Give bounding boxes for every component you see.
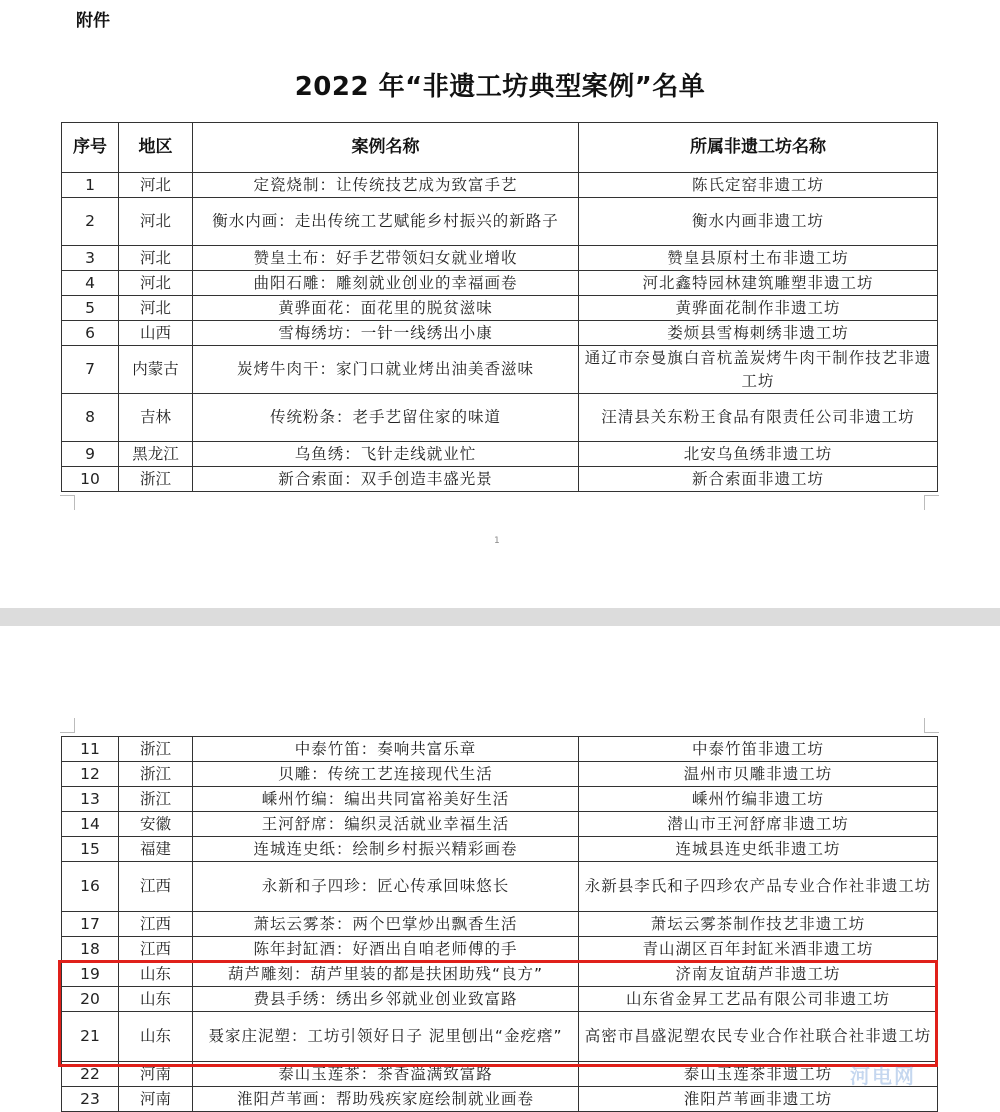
row-region: 浙江 (119, 467, 193, 492)
table-row (62, 987, 938, 1012)
row-number: 15 (62, 837, 119, 862)
row-region: 黑龙江 (119, 442, 193, 467)
table-header-row (62, 123, 938, 173)
row-number: 2 (62, 198, 119, 246)
row-workshop-name: 黄骅面花制作非遗工坊 (579, 296, 938, 321)
table-row (62, 862, 938, 912)
row-workshop-name: 北安乌鱼绣非遗工坊 (579, 442, 938, 467)
row-number: 4 (62, 271, 119, 296)
table-row (62, 394, 938, 442)
row-region: 浙江 (119, 737, 193, 762)
row-workshop-name: 高密市昌盛泥塑农民专业合作社联合社非遗工坊 (579, 1012, 938, 1062)
row-case-name: 传统粉条：老手艺留住家的味道 (193, 394, 579, 442)
row-region: 山西 (119, 321, 193, 346)
table-row (62, 962, 938, 987)
row-number: 11 (62, 737, 119, 762)
row-number: 7 (62, 346, 119, 394)
row-case-name: 淮阳芦苇画：帮助残疾家庭绘制就业画卷 (193, 1087, 579, 1112)
row-number: 6 (62, 321, 119, 346)
row-case-name: 乌鱼绣：飞针走线就业忙 (193, 442, 579, 467)
table-row (62, 1062, 938, 1087)
row-workshop-name: 赞皇县原村土布非遗工坊 (579, 246, 938, 271)
row-number: 12 (62, 762, 119, 787)
row-case-name: 黄骅面花：面花里的脱贫滋味 (193, 296, 579, 321)
row-case-name: 贝雕：传统工艺连接现代生活 (193, 762, 579, 787)
row-case-name: 聂家庄泥塑：工坊引领好日子 泥里刨出“金疙瘩” (193, 1012, 579, 1062)
row-workshop-name: 萧坛云雾茶制作技艺非遗工坊 (579, 912, 938, 937)
row-case-name: 新合索面：双手创造丰盛光景 (193, 467, 579, 492)
row-case-name: 连城连史纸：绘制乡村振兴精彩画卷 (193, 837, 579, 862)
row-workshop-name: 连城县连史纸非遗工坊 (579, 837, 938, 862)
row-workshop-name: 泰山玉莲茶非遗工坊 (579, 1062, 938, 1087)
table-row (62, 346, 938, 394)
header-case-name: 案例名称 (193, 123, 579, 173)
row-region: 福建 (119, 837, 193, 862)
row-region: 浙江 (119, 787, 193, 812)
crop-mark (60, 718, 75, 733)
row-case-name: 雪梅绣坊：一针一线绣出小康 (193, 321, 579, 346)
row-number: 10 (62, 467, 119, 492)
row-workshop-name: 山东省金昇工艺品有限公司非遗工坊 (579, 987, 938, 1012)
row-region: 安徽 (119, 812, 193, 837)
row-case-name: 费县手绣：绣出乡邻就业创业致富路 (193, 987, 579, 1012)
table-row (62, 762, 938, 787)
table-row (62, 246, 938, 271)
row-region: 山东 (119, 962, 193, 987)
row-number: 8 (62, 394, 119, 442)
row-case-name: 中泰竹笛：奏响共富乐章 (193, 737, 579, 762)
page-separator (0, 608, 1000, 626)
row-workshop-name: 中泰竹笛非遗工坊 (579, 737, 938, 762)
row-case-name: 陈年封缸酒：好酒出自咱老师傅的手 (193, 937, 579, 962)
table-row (62, 937, 938, 962)
table-row (62, 321, 938, 346)
row-number: 9 (62, 442, 119, 467)
row-case-name: 曲阳石雕：雕刻就业创业的幸福画卷 (193, 271, 579, 296)
row-case-name: 王河舒席：编织灵活就业幸福生活 (193, 812, 579, 837)
row-number: 16 (62, 862, 119, 912)
row-number: 22 (62, 1062, 119, 1087)
row-number: 3 (62, 246, 119, 271)
row-workshop-name: 嵊州竹编非遗工坊 (579, 787, 938, 812)
case-list-table-page2 (61, 736, 938, 1112)
row-case-name: 赞皇土布：好手艺带领妇女就业增收 (193, 246, 579, 271)
row-workshop-name: 汪清县关东粉王食品有限责任公司非遗工坊 (579, 394, 938, 442)
case-list-table-page1 (61, 122, 938, 492)
row-workshop-name: 济南友谊葫芦非遗工坊 (579, 962, 938, 987)
table-row (62, 296, 938, 321)
table-row (62, 467, 938, 492)
row-number: 20 (62, 987, 119, 1012)
row-workshop-name: 新合索面非遗工坊 (579, 467, 938, 492)
row-workshop-name: 陈氏定窑非遗工坊 (579, 173, 938, 198)
table-row (62, 1012, 938, 1062)
row-case-name: 衡水内画：走出传统工艺赋能乡村振兴的新路子 (193, 198, 579, 246)
crop-mark (924, 718, 939, 733)
row-workshop-name: 娄烦县雪梅刺绣非遗工坊 (579, 321, 938, 346)
table-row (62, 271, 938, 296)
row-case-name: 嵊州竹编：编出共同富裕美好生活 (193, 787, 579, 812)
row-workshop-name: 永新县李氏和子四珍农产品专业合作社非遗工坊 (579, 862, 938, 912)
crop-mark (924, 495, 939, 510)
row-number: 19 (62, 962, 119, 987)
row-workshop-name: 衡水内画非遗工坊 (579, 198, 938, 246)
table-row (62, 837, 938, 862)
table-row (62, 737, 938, 762)
header-region: 地区 (119, 123, 193, 173)
page-title: 2022 年“非遗工坊典型案例”名单 (294, 72, 706, 102)
row-region: 河北 (119, 198, 193, 246)
row-case-name: 葫芦雕刻：葫芦里装的都是扶困助残“良方” (193, 962, 579, 987)
header-workshop-name: 所属非遗工坊名称 (579, 123, 938, 173)
row-case-name: 定瓷烧制：让传统技艺成为致富手艺 (193, 173, 579, 198)
row-workshop-name: 淮阳芦苇画非遗工坊 (579, 1087, 938, 1112)
row-region: 河北 (119, 296, 193, 321)
crop-mark (60, 495, 75, 510)
table-row (62, 442, 938, 467)
row-workshop-name: 河北鑫特园林建筑雕塑非遗工坊 (579, 271, 938, 296)
row-workshop-name: 通辽市奈曼旗白音杭盖炭烤牛肉干制作技艺非遗工坊 (579, 346, 938, 394)
row-region: 河南 (119, 1062, 193, 1087)
row-region: 浙江 (119, 762, 193, 787)
row-number: 23 (62, 1087, 119, 1112)
table-row (62, 198, 938, 246)
row-case-name: 永新和子四珍：匠心传承回味悠长 (193, 862, 579, 912)
row-region: 河北 (119, 246, 193, 271)
attachment-label: 附件 (76, 11, 110, 31)
row-workshop-name: 青山湖区百年封缸米酒非遗工坊 (579, 937, 938, 962)
page-number: 1 (494, 536, 500, 546)
row-number: 5 (62, 296, 119, 321)
table-row (62, 787, 938, 812)
row-case-name: 泰山玉莲茶：茶香溢满致富路 (193, 1062, 579, 1087)
row-region: 内蒙古 (119, 346, 193, 394)
row-workshop-name: 潜山市王河舒席非遗工坊 (579, 812, 938, 837)
header-no: 序号 (62, 123, 119, 173)
row-number: 13 (62, 787, 119, 812)
row-region: 河南 (119, 1087, 193, 1112)
row-number: 14 (62, 812, 119, 837)
row-workshop-name: 温州市贝雕非遗工坊 (579, 762, 938, 787)
table-row (62, 173, 938, 198)
row-region: 山东 (119, 987, 193, 1012)
table-row (62, 812, 938, 837)
row-region: 山东 (119, 1012, 193, 1062)
row-region: 河北 (119, 271, 193, 296)
row-number: 17 (62, 912, 119, 937)
row-region: 江西 (119, 937, 193, 962)
row-region: 江西 (119, 862, 193, 912)
row-region: 江西 (119, 912, 193, 937)
row-number: 1 (62, 173, 119, 198)
row-case-name: 萧坛云雾茶：两个巴掌炒出飘香生活 (193, 912, 579, 937)
watermark: 河电网 (850, 1064, 916, 1088)
row-number: 18 (62, 937, 119, 962)
table-row (62, 1087, 938, 1112)
row-region: 吉林 (119, 394, 193, 442)
table-row (62, 912, 938, 937)
row-case-name: 炭烤牛肉干：家门口就业烤出油美香滋味 (193, 346, 579, 394)
row-region: 河北 (119, 173, 193, 198)
row-number: 21 (62, 1012, 119, 1062)
